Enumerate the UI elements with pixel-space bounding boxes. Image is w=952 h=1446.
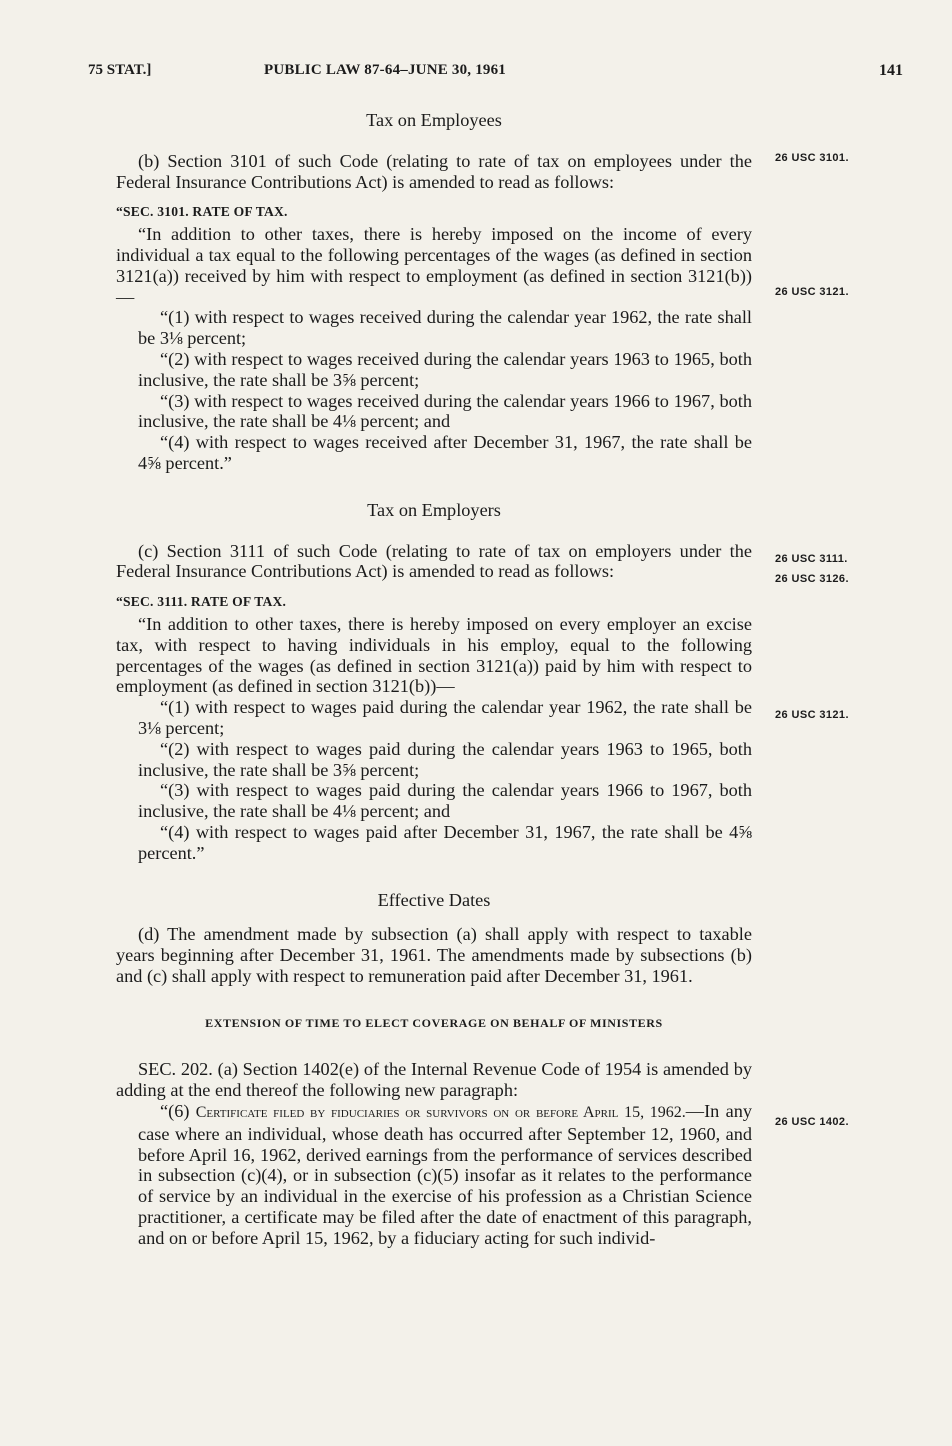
running-head bbox=[88, 62, 903, 86]
section-c-intro: (c) Section 3111 of such Code (relating to rate of tax on employers under the Federal Insurance Contributions Act) is amended to read as follows: bbox=[116, 540, 752, 582]
sec-3111-item: “(1) with respect to wages paid during the calendar year 1962, the rate shall be 3⅛ percent; bbox=[138, 697, 752, 738]
sec-3101-item: “(4) with respect to wages received after December 31, 1967, the rate shall be 4⅝ percent.” bbox=[138, 432, 752, 473]
margin-citation: 26 USC 3101. bbox=[775, 152, 849, 164]
margin-citation: 26 USC 3121. bbox=[775, 709, 849, 721]
heading-tax-on-employers: Tax on Employers bbox=[367, 499, 501, 520]
sec-3111-item: “(3) with respect to wages paid during the calendar years 1966 to 1967, both inclusive, the rate shall be 4⅛ percent; and bbox=[138, 780, 752, 822]
heading-extension-ministers: EXTENSION OF TIME TO ELECT COVERAGE ON BEHALF OF MINISTERS bbox=[205, 1015, 663, 1030]
sec-3111-lead: “In addition to other taxes, there is hereby imposed on every employer an excise tax, with respect to having individuals in his employ, equal to the following percentages of the wages (as defined in section 3121(a)) paid by him with respect to employment (as defined in section 3121(b))— bbox=[116, 613, 752, 697]
sec-3101-item: “(2) with respect to wages received during the calendar years 1963 to 1965, both inclusive, the rate shall be 3⅝ percent; bbox=[138, 348, 752, 390]
margin-citation: 26 USC 3111. bbox=[775, 553, 848, 565]
section-b-intro: (b) Section 3101 of such Code (relating to rate of tax on employees under the Federal Insurance Contributions Act) is amended to read as follows: bbox=[116, 150, 752, 192]
paragraph-6-caption: Certificate filed by fiduciaries or survivors on or before April 15, 1962. bbox=[195, 1104, 686, 1122]
paragraph-6-text: —In any case where an individual, whose death has occurred after September 12, 1960, and before April 16, 1962, derived earnings from the performance of services described in subsection (c)(4), or in subsection (c)(5) insofar as it relates to the performance of service by an individual in the exercise of his profession as a Christian Science practitioner, a certificate may be filed after the date of enactment of this paragraph, and on or before April 15, 1962, by a fiduciary acting for such individ- bbox=[138, 1101, 752, 1248]
sec-3101-item: “(1) with respect to wages received during the calendar year 1962, the rate shall be 3⅛ percent; bbox=[138, 307, 752, 349]
sec-3111-item: “(4) with respect to wages paid after December 31, 1967, the rate shall be 4⅝ percent.” bbox=[138, 821, 752, 863]
sec-3111-item: “(2) with respect to wages paid during the calendar years 1963 to 1965, both inclusive, the rate shall be 3⅝ percent; bbox=[138, 738, 752, 780]
margin-citation: 26 USC 3121. bbox=[775, 286, 849, 298]
sec-3101-item: “(3) with respect to wages received during the calendar years 1966 to 1967, both inclusive, the rate shall be 4⅛ percent; and bbox=[138, 390, 752, 432]
heading-tax-on-employees: Tax on Employees bbox=[366, 110, 502, 130]
heading-effective-dates: Effective Dates bbox=[377, 889, 491, 910]
sec-3101-lead: “In addition to other taxes, there is hereby imposed on the income of every individual a tax equal to the following percentages of the wages (as defined in section 3121(a)) received by him with respect to employment (as defined in section 3121(b))— bbox=[116, 224, 752, 307]
sec-202-intro: SEC. 202. (a) Section 1402(e) of the Internal Revenue Code of 1954 is amended by adding at the end thereof the following new paragraph: bbox=[116, 1059, 752, 1101]
public-law-title: PUBLIC LAW 87-64–JUNE 30, 1961 bbox=[264, 62, 506, 78]
sec-3101-heading: “SEC. 3101. RATE OF TAX. bbox=[116, 204, 288, 220]
page-number: 141 bbox=[879, 62, 903, 79]
document-body bbox=[116, 110, 752, 1249]
sec-202-paragraph-6 bbox=[138, 1101, 752, 1249]
margin-citation: 26 USC 3126. bbox=[775, 573, 849, 585]
paragraph-6-label: “(6) bbox=[160, 1101, 196, 1122]
margin-citation: 26 USC 1402. bbox=[775, 1116, 849, 1128]
sec-3111-heading: “SEC. 3111. RATE OF TAX. bbox=[116, 594, 287, 610]
section-d-text: (d) The amendment made by subsection (a) shall apply with respect to taxable years beginning after December 31, 1961. The amendments made by subsections (b) and (c) shall apply with respect to remuneration paid after December 31, 1961. bbox=[116, 924, 752, 986]
statute-volume: 75 STAT.] bbox=[88, 62, 152, 78]
